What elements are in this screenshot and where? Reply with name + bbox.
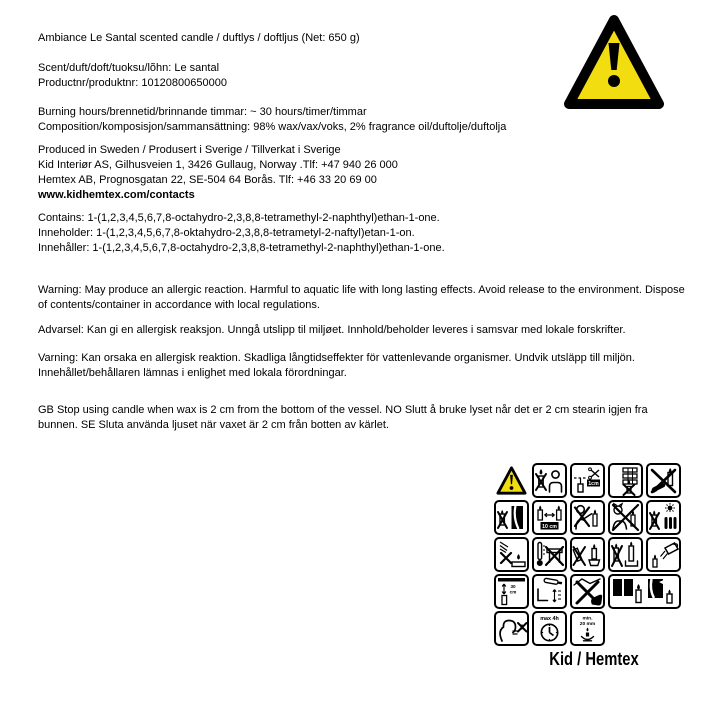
picto-trim-wick [570,463,605,498]
warning-no-paragraph: Advarsel: Kan gi en allergisk reaksjon. Unngå utslipp til miljøet. Innhold/beholder leveres i samsvar med lokale forskrifter. [38,324,626,336]
product-number-line: Productnr/produktnr: 10120800650000 [38,77,227,89]
picto-keep-from-heat [646,500,681,535]
brand-logo: Kid / Hemtex [549,649,639,669]
picto-no-sparks [494,537,529,572]
svg-text:20 mm: 20 mm [579,622,596,627]
kid-address-line: Kid Interiør AS, Gilhusveien 1, 3426 Gullaug, Norway .Tlf: +47 940 26 000 [38,159,398,171]
hemtex-address-line: Hemtex AB, Prognosgatan 22, SE-504 64 Borås. Tlf: +46 33 20 69 00 [38,174,377,186]
picto-do-not-move-burning [646,463,681,498]
picto-never-leave-unattended [532,463,567,498]
picto-general-warning [494,463,529,498]
picto-do-not-touch [570,574,605,609]
picto-do-not-blow [494,611,529,646]
picto-clearance-above [494,574,529,609]
website-link: www.kidhemtex.com/contacts [38,189,195,201]
picto-no-water-extinguish [646,537,681,572]
picto-away-from-windows-curtains [608,574,681,609]
contains-en-line: Contains: 1-(1,2,3,4,5,6,7,8-octahydro-2,3,8,8-tetramethyl-2-naphthyl)ethan-1-one. [38,212,440,224]
svg-text:10 cm: 10 cm [542,524,557,530]
picto-use-long-lighter [532,574,567,609]
picto-heat-sensitive-surface [532,537,567,572]
picto-keep-from-children [570,500,605,535]
picto-keep-from-pets [608,500,643,535]
picto-burn-upright [608,537,643,572]
burning-hours-line: Burning hours/brennetid/brinnande timmar: ~ 30 hours/timer/timmar [38,106,367,118]
warning-en-paragraph: Warning: May produce an allergic reaction. Harmful to aquatic life with long lasting effects. Avoid release to the environment. Dispose of contents/container in accordance with local regulations. [38,284,685,311]
picto-keep-apart [532,500,567,535]
produced-in-line: Produced in Sweden / Produsert i Sverige / Tillverkat i Sverige [38,144,341,156]
warning-triangle-icon [562,13,666,113]
picto-min-wax-level [570,611,605,646]
svg-text:30: 30 [510,584,516,589]
picto-keep-away-flammables [608,463,643,498]
contains-no-line: Inneholder: 1-(1,2,3,4,5,6,7,8-oktahydro-2,3,8,8-tetrametyl-2-naftyl)etan-1-on. [38,227,415,239]
svg-text:min.: min. [582,616,593,622]
picto-avoid-drafts [494,500,529,535]
product-title: Ambiance Le Santal scented candle / duftlys / doftljus (Net: 650 g) [38,32,360,44]
svg-text:max 4h: max 4h [540,616,559,622]
svg-text:cm: cm [509,589,517,595]
warning-se-paragraph: Varning: Kan orsaka en allergisk reaktion. Skadliga långtidseffekter för vattenlevande organismer. Undvik utsläpp till miljön. Innehållet/behållaren lämnas i enlighet med lokala förordningar. [38,352,635,379]
scent-line: Scent/duft/doft/tuoksu/lõhn: Le santal [38,62,220,74]
producer-block [38,143,688,203]
picto-max-burn-time [532,611,567,646]
contains-se-line: Innehåller: 1-(1,2,3,4,5,6,7,8-octahydro-2,3,8,8-tetramethyl-2-naphthyl)ethan-1-one. [38,242,445,254]
composition-line: Composition/komposisjon/sammansättning: 98% wax/vax/voks, 2% fragrance oil/duftolje/duftolja [38,121,507,133]
svg-text:1cm: 1cm [588,481,599,487]
contains-block [38,211,688,256]
stop-using-paragraph: GB Stop using candle when wax is 2 cm from the bottom of the vessel. NO Slutt å bruke lyset når det er 2 cm stearin igjen fra bunnen. SE Sluta använda ljuset när vaxet är 2 cm från botten av kärlet. [38,404,648,431]
pictogram-grid [494,463,686,648]
picto-use-holder [570,537,605,572]
